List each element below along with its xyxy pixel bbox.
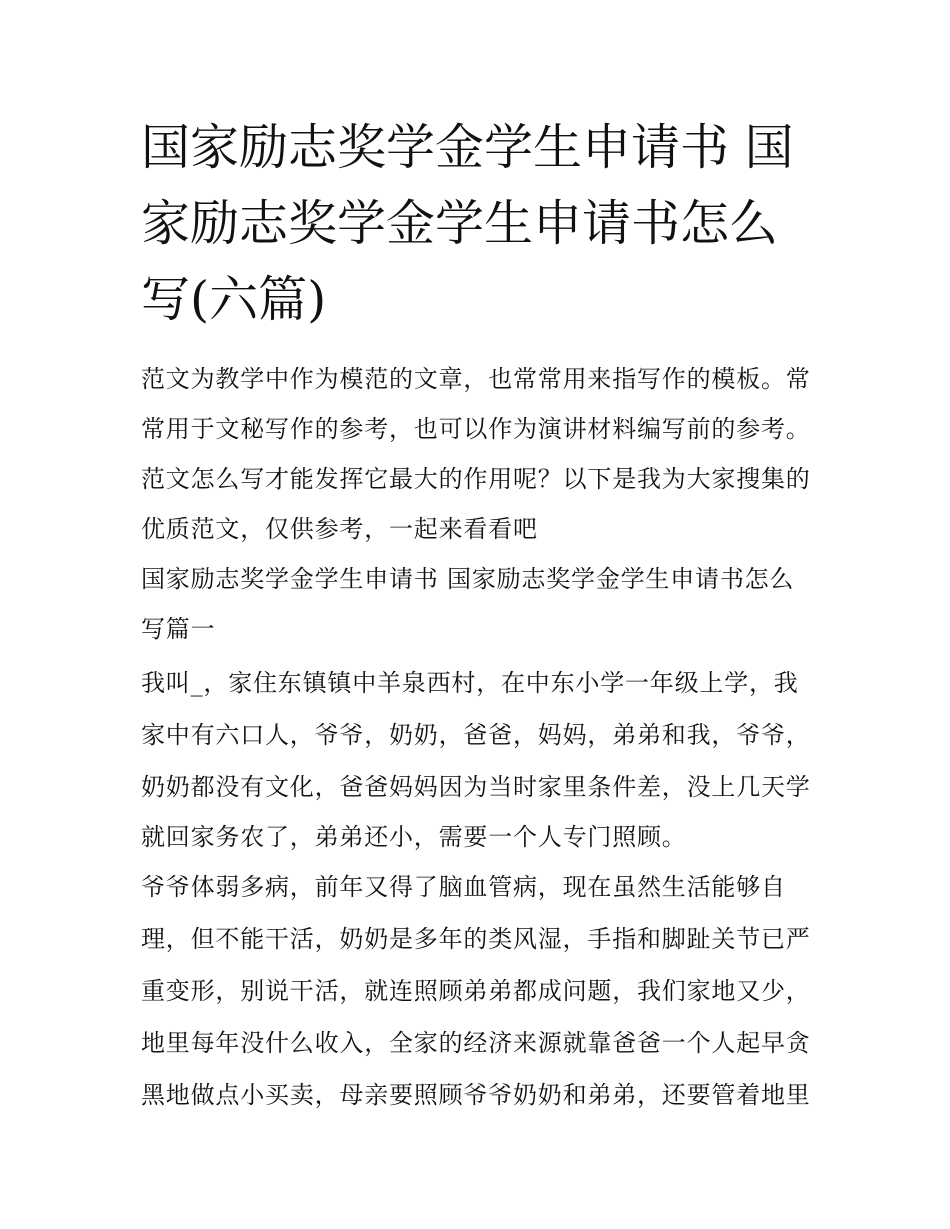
- paragraph2-line-5: 黑地做点小买卖，母亲要照顾爷爷奶奶和弟弟，还要管着地里: [141, 1081, 811, 1109]
- intro-line-1: 范文为教学中作为模范的文章，也常常用来指写作的模板。常: [141, 365, 811, 393]
- paragraph2-line-2: 理，但不能干活，奶奶是多年的类风湿，手指和脚趾关节已严: [141, 925, 811, 953]
- section-heading-line-1: 国家励志奖学金学生申请书 国家励志奖学金学生申请书怎么: [141, 565, 795, 593]
- intro-line-4: 优质范文，仅供参考，一起来看看吧: [141, 515, 538, 543]
- paragraph2-line-1: 爷爷体弱多病，前年又得了脑血管病，现在虽然生活能够自: [141, 873, 786, 901]
- paragraph1-line-1: 我叫_，家住东镇镇中羊泉西村，在中东小学一年级上学，我: [141, 669, 799, 697]
- paragraph2-line-4: 地里每年没什么收入，全家的经济来源就靠爸爸一个人起早贪: [141, 1029, 811, 1057]
- paragraph2-line-3: 重变形，别说干活，就连照顾弟弟都成问题，我们家地又少，: [141, 977, 811, 1005]
- intro-line-3: 范文怎么写才能发挥它最大的作用呢？以下是我为大家搜集的: [141, 465, 811, 493]
- paragraph1-line-4: 就回家务农了，弟弟还小，需要一个人专门照顾。: [141, 823, 687, 851]
- document-title-line-2: 家励志奖学金学生申请书怎么: [141, 195, 779, 252]
- document-title-line-1: 国家励志奖学金学生申请书 国: [141, 119, 794, 176]
- paragraph1-line-3: 奶奶都没有文化，爸爸妈妈因为当时家里条件差，没上几天学: [141, 773, 811, 801]
- intro-line-2: 常用于文秘写作的参考，也可以作为演讲材料编写前的参考。: [141, 415, 811, 443]
- paragraph1-line-2: 家中有六口人，爷爷，奶奶，爸爸，妈妈，弟弟和我，爷爷，: [141, 721, 811, 749]
- document-title-line-3: 写(六篇): [141, 271, 327, 328]
- section-heading-line-2: 写篇一: [141, 615, 216, 643]
